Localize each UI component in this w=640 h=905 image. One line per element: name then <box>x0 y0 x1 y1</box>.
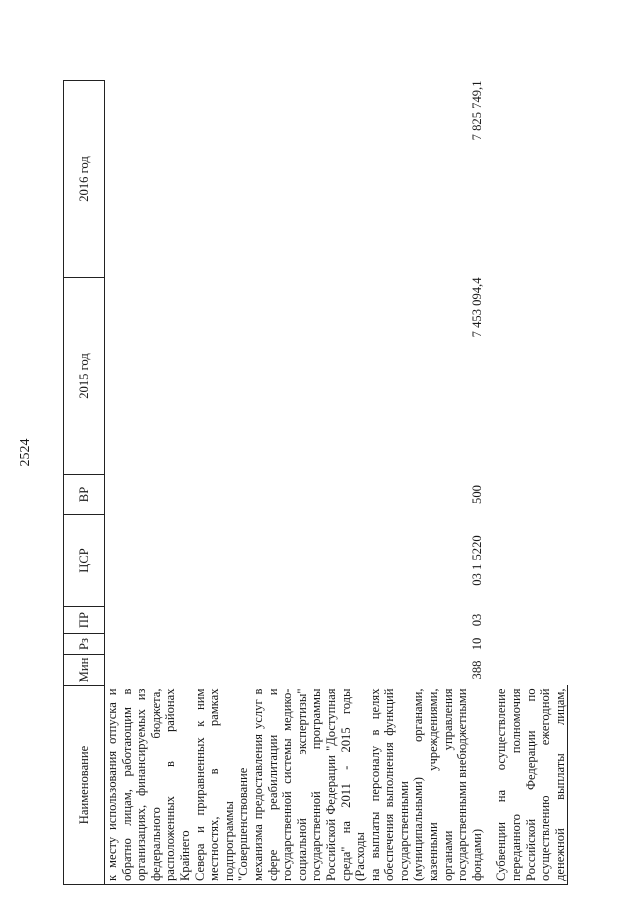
row-name-line: обеспечения выполнения функций <box>382 688 397 881</box>
row-name-line: подпрограммы "Совершенствование <box>221 767 251 881</box>
row-name-line: денежной выплаты лицам, <box>552 688 567 881</box>
row-name-cell <box>105 686 485 885</box>
row-name-line: (муниципальными) органами, <box>411 688 426 881</box>
row-name-line: к месту использования отпуска и <box>105 688 119 881</box>
row-amount-2016: 7 825 749,1 <box>469 80 484 141</box>
row-name-line: государственной системы медико- <box>280 688 295 881</box>
table-row <box>105 81 485 885</box>
row-name-line: казенными учреждениями, <box>426 688 441 881</box>
row-name-line: переданного полномочия <box>509 688 524 881</box>
header-name: Наименование <box>64 686 105 885</box>
row-name-line: государственными <box>396 781 411 881</box>
row-rz <box>494 634 567 655</box>
row-csr <box>494 515 567 607</box>
budget-table <box>63 80 568 885</box>
header-csr: ЦСР <box>64 515 105 607</box>
header-pr: ПР <box>64 607 105 634</box>
row-pr: 03 <box>469 613 484 627</box>
row-amount-2016 <box>494 81 567 278</box>
table-row <box>494 81 567 885</box>
row-name-line: органами управления <box>440 688 455 881</box>
row-name-line: местностях, в рамках <box>207 688 222 881</box>
row-name-line: фондами) <box>469 828 484 881</box>
header-vr: ВР <box>64 475 105 515</box>
row-amount-2015: 7 453 094,4 <box>469 277 484 338</box>
row-min: 388 <box>469 660 484 680</box>
header-min: Мин <box>64 655 105 686</box>
table-header-row <box>64 81 105 885</box>
row-name-line: Севера и приравненных к ним <box>192 688 207 881</box>
row-name-line: осуществлению ежегодной <box>538 688 553 881</box>
row-name-line: социальной экспертизы" <box>294 688 309 881</box>
row-amount-2015 <box>494 278 567 475</box>
row-min <box>494 655 567 686</box>
row-name-line: федерального бюджета, <box>148 688 163 881</box>
row-name-line: сфере реабилитации и <box>265 688 280 881</box>
header-2015: 2015 год <box>64 278 105 475</box>
header-2016: 2016 год <box>64 81 105 278</box>
row-name-line: организациях, финансируемых из <box>134 688 149 881</box>
row-name-line: механизма предоставления услуг в <box>250 688 265 881</box>
row-spacer <box>484 81 494 885</box>
row-csr: 03 1 5220 <box>469 535 484 586</box>
row-name-line: обратно лицам, работающим в <box>119 688 134 881</box>
row-name-line: государственными внебюджетными <box>455 688 470 881</box>
row-name-line: на выплаты персоналу в целях <box>367 688 382 881</box>
row-name-line: расположенных в районах Крайнего <box>163 688 192 881</box>
row-name-line: государственной программы <box>309 688 324 881</box>
row-name-line: Российской Федерации по <box>523 688 538 881</box>
page-number: 2524 <box>18 438 33 467</box>
row-vr <box>494 475 567 515</box>
row-name-line: Российской Федерации "Доступная <box>323 688 338 881</box>
row-vr: 500 <box>469 485 484 504</box>
row-pr <box>494 607 567 634</box>
row-name-cell <box>494 686 567 885</box>
row-name-line: Субвенции на осуществление <box>494 688 509 881</box>
row-name-line: среда" на 2011 - 2015 годы (Расходы <box>338 688 368 881</box>
row-rz: 10 <box>469 637 484 651</box>
header-rz: Рз <box>64 634 105 655</box>
